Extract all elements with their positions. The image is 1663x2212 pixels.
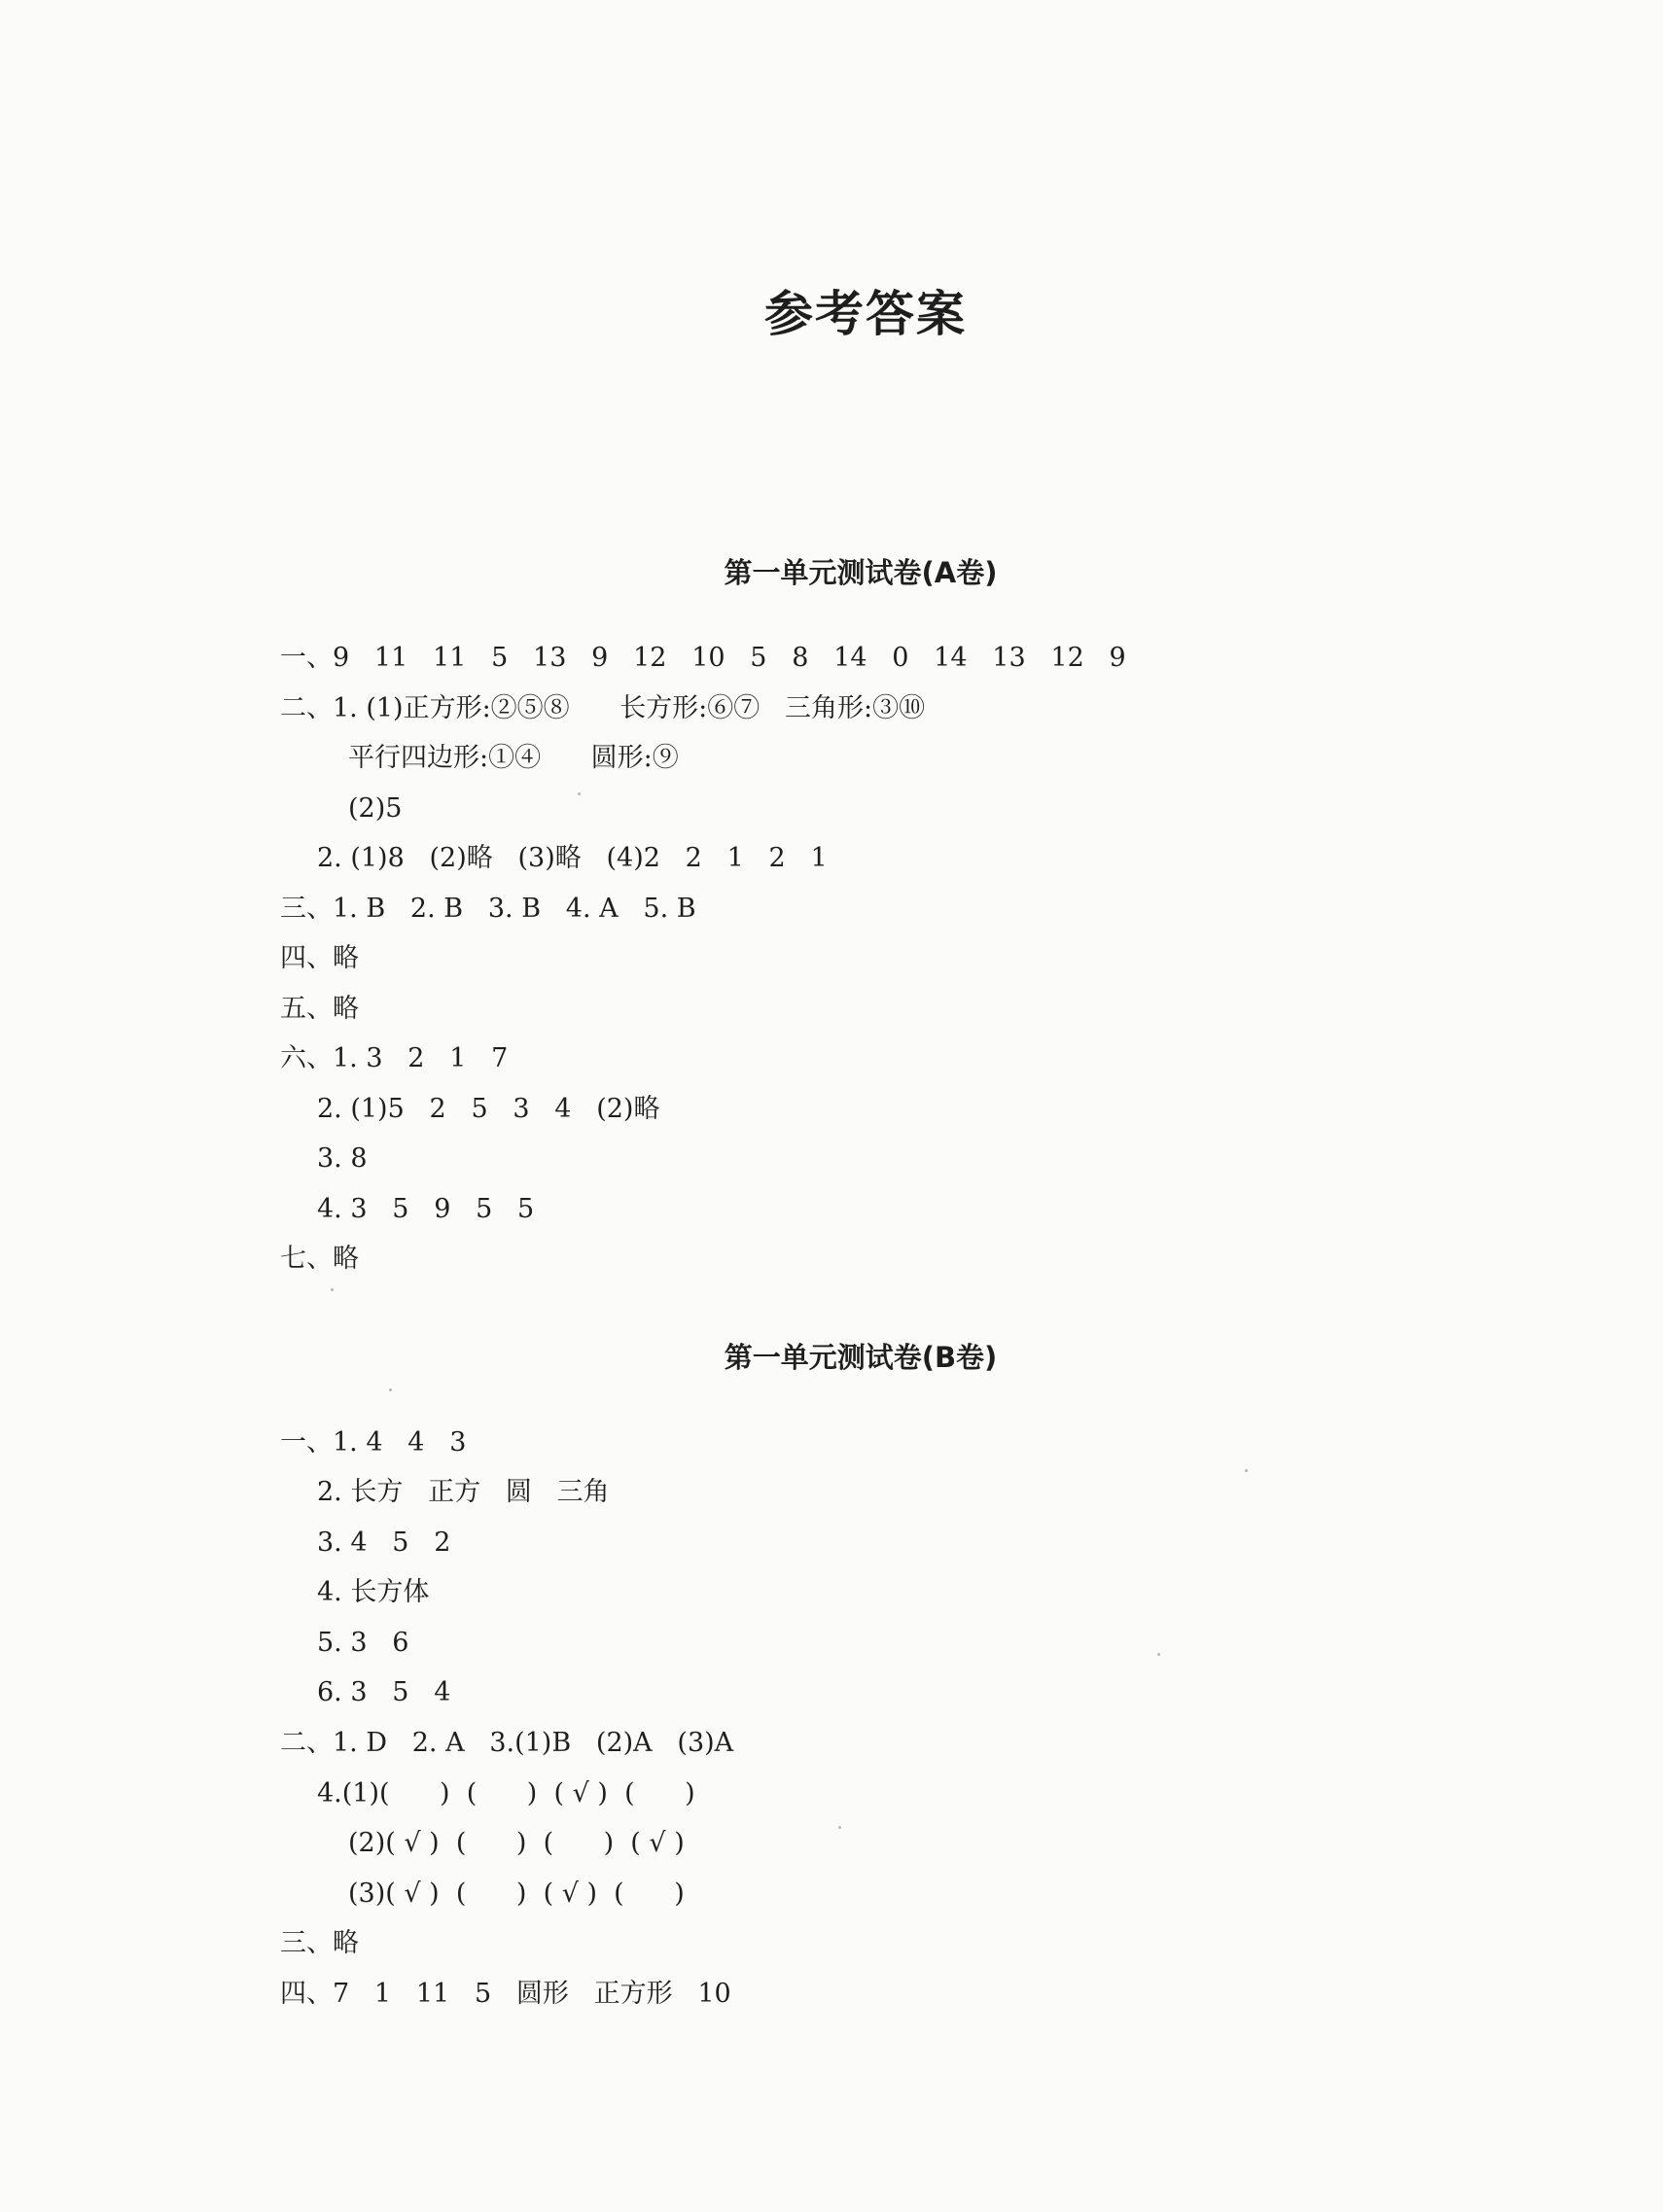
scan-speck [1245,1469,1248,1472]
page-title: 参考答案 [764,286,967,342]
answer-line: 一、1. 4 4 3 [280,1427,467,1457]
answer-line: 平行四边形:①④ 圆形:⑨ [348,743,679,773]
answer-line: 二、1. (1)正方形:②⑤⑧ 长方形:⑥⑦ 三角形:③⑩ [280,693,926,723]
answer-line: 4.(1)( ) ( ) ( √ ) ( ) [317,1778,695,1808]
section-a-title: 第一单元测试卷(A卷) [724,556,998,589]
answer-line: 七、略 [280,1244,359,1274]
scan-speck [1157,1653,1160,1656]
scan-speck [331,1288,334,1291]
answer-line: 三、1. B 2. B 3. B 4. A 5. B [280,894,696,924]
scan-speck [838,1826,841,1829]
answer-line: (3)( √ ) ( ) ( √ ) ( ) [348,1878,685,1909]
section-b-title: 第一单元测试卷(B卷) [724,1341,998,1374]
answer-line: 6. 3 5 4 [317,1677,451,1707]
answer-line: (2)( √ ) ( ) ( ) ( √ ) [348,1828,685,1858]
answer-line: 六、1. 3 2 1 7 [280,1043,509,1073]
answer-line: 一、9 11 11 5 13 9 12 10 5 8 14 0 14 13 12 9 [280,643,1126,673]
answer-line: 3. 4 5 2 [317,1527,451,1558]
answer-line: 4. 3 5 9 5 5 [317,1194,535,1224]
answer-line: 4. 长方体 [317,1577,430,1607]
scan-speck [389,1388,392,1391]
answer-line: 五、略 [280,994,359,1024]
answer-line: 2. 长方 正方 圆 三角 [317,1477,610,1507]
answer-line: 2. (1)5 2 5 3 4 (2)略 [317,1094,660,1124]
answer-line: 3. 8 [317,1143,368,1174]
answer-line: 四、略 [280,943,359,973]
answer-line: 2. (1)8 (2)略 (3)略 (4)2 2 1 2 1 [317,843,828,873]
answer-line: 三、略 [280,1928,359,1958]
scan-speck [578,792,581,795]
answer-line: 四、7 1 11 5 圆形 正方形 10 [280,1979,731,2009]
answer-line: 5. 3 6 [317,1628,409,1658]
answer-line: (2)5 [348,793,403,824]
answer-line: 二、1. D 2. A 3.(1)B (2)A (3)A [280,1728,734,1758]
